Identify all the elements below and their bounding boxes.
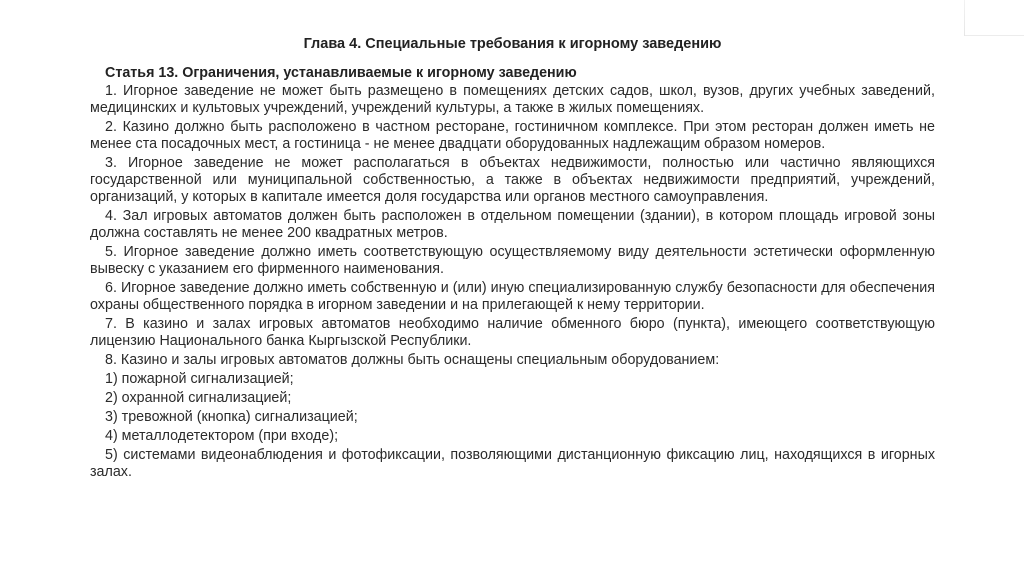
article-title: Статья 13. Ограничения, устанавливаемые к игорному заведению xyxy=(105,64,577,81)
paragraph-3: 3. Игорное заведение не может располагаться в объектах недвижимости, полностью или частично являющихся государственной или муниципальной собственностью, а также в объектах недвижимости предприятий, учреждений, организаций, у которых в капитале имеется доля государства или органов местного самоуправления. xyxy=(90,154,935,205)
list-item-3: 3) тревожной (кнопка) сигнализацией; xyxy=(105,409,358,425)
list-item-5: 5) системами видеонаблюдения и фотофиксации, позволяющими дистанционную фиксацию лиц, находящихся в игорных залах. xyxy=(90,447,935,481)
list-item-1: 1) пожарной сигнализацией; xyxy=(105,370,294,387)
paragraph-7: 7. В казино и залах игровых автоматов необходимо наличие обменного бюро (пункта), имеющего соответствующую лицензию Национального банка Кыргызской Республики. xyxy=(90,315,935,349)
chapter-title: Глава 4. Специальные требования к игорному заведению xyxy=(303,36,722,52)
paragraph-6: 6. Игорное заведение должно иметь собственную и (или) иную специализированную службу безопасности для обеспечения охраны общественного порядка в игорном заведении и на прилегающей к нему территории. xyxy=(90,279,935,313)
paragraph-2: 2. Казино должно быть расположено в частном ресторане, гостиничном комплексе. При этом ресторан должен иметь не менее ста посадочных мест, а гостиница - не менее двадцати оборудованных надлежащим образом номеров. xyxy=(90,118,935,152)
page-corner-decoration xyxy=(964,0,1024,36)
paragraph-5: 5. Игорное заведение должно иметь соответствующую осуществляемому виду деятельности эстетически оформленную вывеску с указанием его фирменного наименования. xyxy=(90,243,935,277)
list-item-2: 2) охранной сигнализацией; xyxy=(105,389,292,406)
paragraph-4: 4. Зал игровых автоматов должен быть расположен в отдельном помещении (здании), в котором площадь игровой зоны должна составлять не менее 200 квадратных метров. xyxy=(90,207,935,241)
paragraph-8: 8. Казино и залы игровых автоматов должны быть оснащены специальным оборудованием: xyxy=(105,351,720,368)
list-item-4: 4) металлодетектором (при входе); xyxy=(105,428,339,445)
document-page xyxy=(90,36,935,483)
paragraph-1: 1. Игорное заведение не может быть размещено в помещениях детских садов, школ, вузов, других учебных заведений, медицинских и культовых учреждений, учреждений культуры, а также в жилых помещениях. xyxy=(90,82,935,116)
